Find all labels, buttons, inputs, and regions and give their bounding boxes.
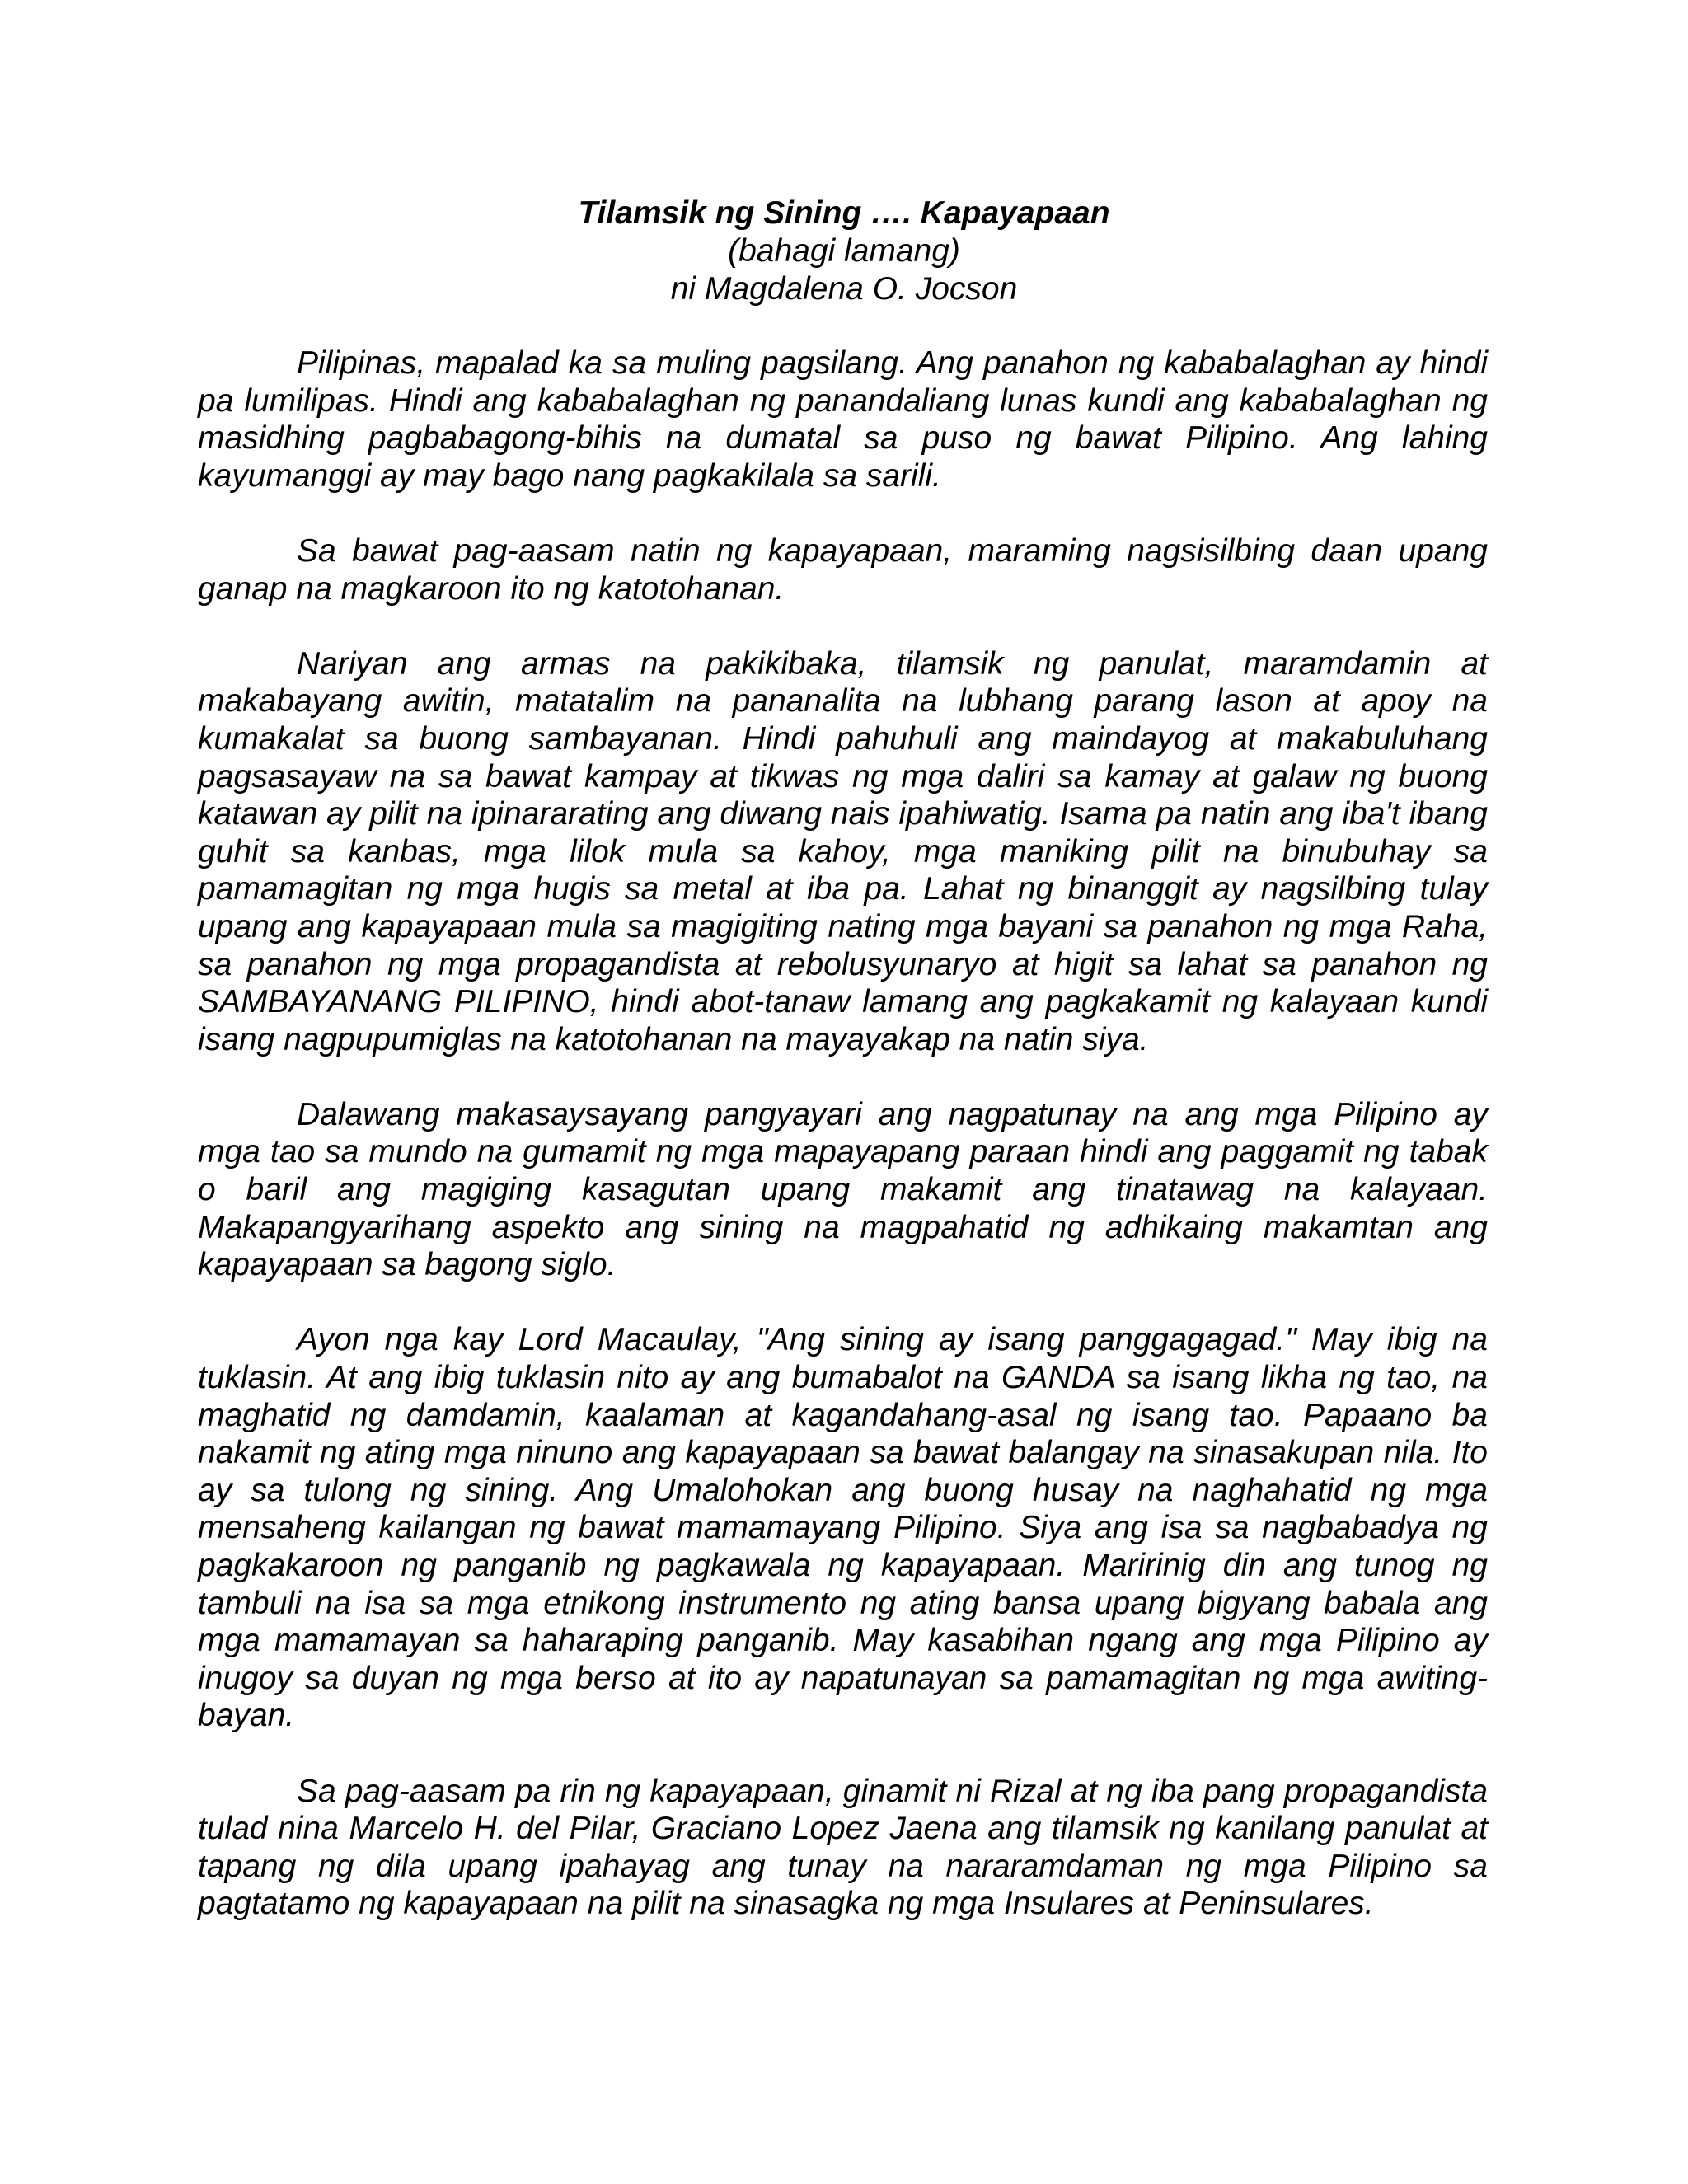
document-author: ni Magdalena O. Jocson: [670, 271, 1018, 307]
paragraph-3: Nariyan ang armas na pakikibaka, tilamsik ng panulat, maramdamin at makabayang awitin, matatalim na pananalita na lubhang parang lason at apoy na kumakalat sa buong sambayanan. Hindi pahuhuli ang maindayog at makabuluhang pagsasayaw na sa bawat kampay at tikwas ng mga daliri sa kamay at galaw ng buong katawan ay pilit na ipinararating ang diwang nais ipahiwatig. Isama pa natin ang iba't ibang guhit sa kanbas, mga lilok mula sa kahoy, mga maniking pilit na binubuhay sa pamamagitan ng mga hugis sa metal at iba pa. Lahat ng binanggit ay nagsilbing tulay upang ang kapayapaan mula sa magigiting nating mga bayani sa panahon ng mga Raha, sa panahon ng mga propagandista at rebolusyunaryo at higit sa lahat sa panahon ng SAMBAYANANG PILIPINO, hindi abot-tanaw lamang ang pagkakamit ng kalayaan kundi isang nagpupumiglas na katotohanan na mayayakap na natin siya.: [198, 645, 1488, 1057]
paragraph-5: Ayon nga kay Lord Macaulay, "Ang sining ay isang panggagagad." May ibig na tuklasin. At ang ibig tuklasin nito ay ang bumabalot na GANDA sa isang likha ng tao, na maghatid ng damdamin, kaalaman at kagandahang-asal ng isang tao. Papaano ba nakamit ng ating mga ninuno ang kapayapaan sa bawat balangay na sinasakupan nila. Ito ay sa tulong ng sining. Ang Umalohokan ang buong husay na naghahatid ng mga mensaheng kailangan ng bawat mamamayang Pilipino. Siya ang isa sa nagbabadya ng pagkakaroon ng panganib ng pagkawala ng kapayapaan. Maririnig din ang tunog ng tambuli na isa sa mga etnikong instrumento ng ating bansa upang bigyang babala ang mga mamamayan sa haharaping panganib. May kasabihan ngang ang mga Pilipino ay inugoy sa duyan ng mga berso at ito ay napatunayan sa pamamagitan ng mga awiting-bayan.: [198, 1322, 1488, 1734]
document-body: [198, 344, 1488, 1923]
document-title: Tilamsik ng Sining …. Kapayapaan: [578, 195, 1110, 231]
paragraph-1: Pilipinas, mapalad ka sa muling pagsilang. Ang panahon ng kababalaghan ay hindi pa lumilipas. Hindi ang kababalaghan ng panandaliang lunas kundi ang kababalaghan ng masidhing pagbabagong-bihis na dumatal sa puso ng bawat Pilipino. Ang lahing kayumanggi ay may bago nang pagkakilala sa sarili.: [198, 345, 1488, 494]
document-subtitle: (bahagi lamang): [728, 233, 960, 269]
paragraph-2: Sa bawat pag-aasam natin ng kapayapaan, maraming nagsisilbing daan upang ganap na magkaroon ito ng katotohanan.: [198, 532, 1488, 607]
paragraph-6: Sa pag-aasam pa rin ng kapayapaan, ginamit ni Rizal at ng iba pang propagandista tulad nina Marcelo H. del Pilar, Graciano Lopez Jaena ang tilamsik ng kanilang panulat at tapang ng dila upang ipahayag ang tunay na nararamdaman ng mga Pilipino sa pagtatamo ng kapayapaan na pilit na sinasagka ng mga Insulares at Peninsulares.: [198, 1773, 1488, 1922]
document-header: [0, 194, 1688, 308]
paragraph-4: Dalawang makasaysayang pangyayari ang nagpatunay na ang mga Pilipino ay mga tao sa mundo na gumamit ng mga mapayapang paraan hindi ang paggamit ng tabak o baril ang magiging kasagutan upang makamit ang tinatawag na kalayaan. Makapangyarihang aspekto ang sining na magpahatid ng adhikaing makamtan ang kapayapaan sa bagong siglo.: [198, 1096, 1488, 1283]
